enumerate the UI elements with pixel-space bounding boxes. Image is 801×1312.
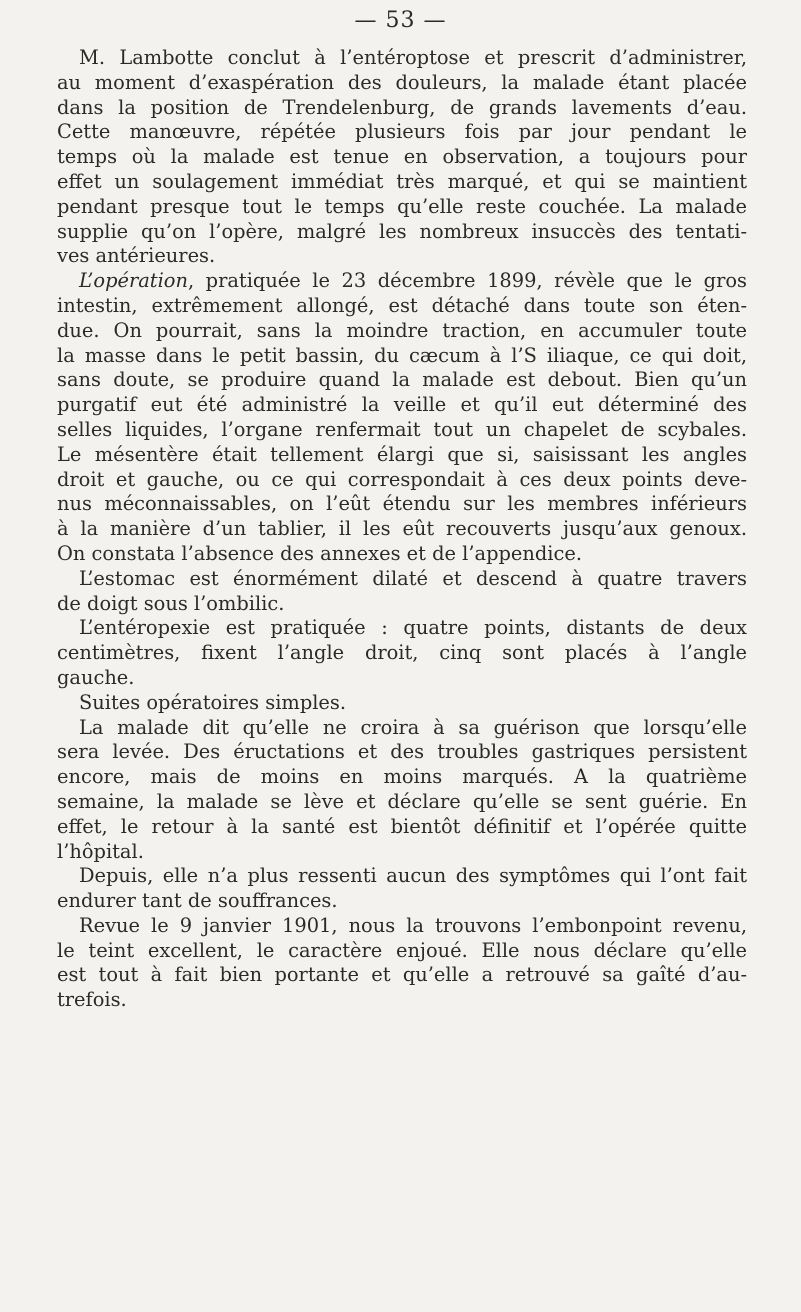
operation-lead-line bbox=[57, 269, 747, 294]
text-line: semaine, la malade se lève et déclare qu’elle se sent guérie. En bbox=[57, 789, 747, 813]
text-line: ves antérieures. bbox=[57, 244, 216, 268]
text-line: Depuis, elle n’a plus ressenti aucun des symptômes qui l’ont fait bbox=[79, 864, 747, 888]
text-line: effet un soulagement immédiat très marqué, et qui se maintient bbox=[57, 169, 747, 193]
text-line: supplie qu’on l’opère, malgré les nombreux insuccès des tentati- bbox=[57, 219, 747, 243]
text-line: est tout à fait bien portante et qu’elle a retrouvé sa gaîté d’au- bbox=[57, 963, 747, 987]
text-line: intestin, extrêmement allongé, est détaché dans toute son éten- bbox=[57, 293, 747, 317]
text-line: Revue le 9 janvier 1901, nous la trouvons l’embonpoint revenu, bbox=[79, 913, 747, 937]
body-text bbox=[57, 46, 747, 1013]
text-line: l’hôpital. bbox=[57, 839, 144, 863]
text-line: Cette manœuvre, répétée plusieurs fois par jour pendant le bbox=[57, 120, 747, 144]
text-line: le teint excellent, le caractère enjoué. Elle nous déclare qu’elle bbox=[57, 938, 747, 962]
text-line: M. Lambotte conclut à l’entéroptose et prescrit d’administrer, bbox=[79, 46, 747, 69]
page-number: — 53 — bbox=[354, 8, 447, 33]
text-line: Suites opératoires simples. bbox=[79, 690, 347, 714]
text-line: encore, mais de moins en moins marqués. A la quatrième bbox=[57, 765, 747, 789]
text-line: temps où la malade est tenue en observation, a toujours pour bbox=[57, 145, 747, 169]
text-line: Le mésentère était tellement élargi que si, saisissant les angles bbox=[57, 442, 747, 466]
text-line: selles liquides, l’organe renfermait tout un chapelet de scybales. bbox=[57, 417, 747, 441]
text-line: au moment d’exaspération des douleurs, la malade étant placée bbox=[57, 70, 747, 94]
text-line: pendant presque tout le temps qu’elle reste couchée. La malade bbox=[57, 194, 747, 218]
text-line: due. On pourrait, sans la moindre traction, en accumuler toute bbox=[57, 318, 747, 342]
text-line: droit et gauche, ou ce qui correspondait à ces deux points deve- bbox=[57, 467, 747, 491]
text-line: gauche. bbox=[57, 665, 135, 689]
text-line: de doigt sous l’ombilic. bbox=[57, 591, 285, 615]
text-line: On constata l’absence des annexes et de l’appendice. bbox=[57, 541, 582, 565]
text-line: purgatif eut été administré la veille et qu’il eut déterminé des bbox=[57, 393, 747, 417]
text-line: dans la position de Trendelenburg, de grands lavements d’eau. bbox=[57, 95, 747, 119]
text-line: endurer tant de souffrances. bbox=[57, 889, 338, 913]
text-line: La malade dit qu’elle ne croira à sa guérison que lorsqu’elle bbox=[79, 715, 747, 739]
text-line: sera levée. Des éructations et des troubles gastriques persistent bbox=[57, 740, 747, 764]
text-line: centimètres, fixent l’angle droit, cinq sont placés à l’angle bbox=[57, 641, 747, 665]
text-line: à la manière d’un tablier, il les eût recouverts jusqu’aux genoux. bbox=[57, 517, 747, 541]
text-line: trefois. bbox=[57, 988, 127, 1012]
operation-lead-italic: L’opération bbox=[79, 269, 188, 293]
text-line: effet, le retour à la santé est bientôt définitif et l’opérée quitte bbox=[57, 814, 747, 838]
text-line: L’estomac est énormément dilaté et descend à quatre travers bbox=[79, 566, 747, 590]
operation-lead-rest: , pratiquée le 23 décembre 1899, révèle que le gros bbox=[187, 269, 747, 293]
remaining-paragraphs bbox=[57, 567, 747, 1013]
text-line: sans doute, se produire quand la malade est debout. Bien qu’un bbox=[57, 368, 747, 392]
text-line: L’entéropexie est pratiquée : quatre points, distants de deux bbox=[79, 616, 747, 640]
text-line: la masse dans le petit bassin, du cæcum à l’S iliaque, ce qui doit, bbox=[57, 343, 747, 367]
text-line: nus méconnaissables, on l’eût étendu sur les membres inférieurs bbox=[57, 492, 747, 516]
